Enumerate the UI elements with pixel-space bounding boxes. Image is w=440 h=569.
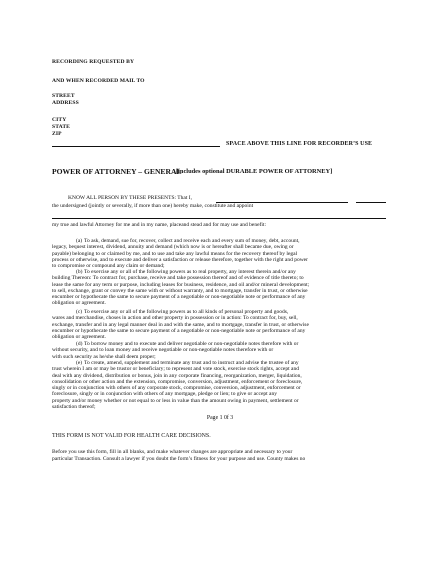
section-a-line: payable) belonging to or claimed by me, and to use and take any lawful means for the recovery thereof by legal (52, 250, 298, 257)
street-label: STREET (52, 93, 75, 99)
intro-line-1: KNOW ALL PERSON BY THESE PRESENTS: That I, (68, 195, 192, 201)
section-a-line: To ask, demand, sue for, recover, collect and receive each and every sum of money, debt, account, (84, 238, 300, 244)
health-care-notice: THIS FORM IS NOT VALID FOR HEALTH CARE DECISIONS. (52, 433, 211, 439)
document-subtitle: [includes optional DURABLE POWER OF ATTORNEY] (176, 168, 333, 175)
section-b-line: lease the same for any term or purpose, including leases for business, residence, and oil and/or mineral development; (52, 281, 310, 288)
section-e-line: To create, amend, supplement and terminate any trust and to instruct and advise the trustee of any (84, 360, 299, 366)
section-d-label: (d) (76, 341, 83, 347)
state-label: STATE (52, 124, 71, 130)
section-d (52, 341, 404, 360)
section-d-line: To borrow money and to execute and deliver negotiable or non-negotiable notes therefore with or (84, 341, 299, 347)
attorney-name-blank[interactable] (52, 218, 386, 219)
section-c-line: obligation or agreement. (52, 334, 106, 340)
section-e-line: deal with any dividend, distribution or bonus, join in any corporate financing, reorganization, merger, liquidation, (52, 372, 302, 379)
recording-requested-by: RECORDING REQUESTED BY (52, 59, 135, 65)
section-a-line: process or otherwise, and to execute and deliver a satisfaction or release therefore, together with the right and power (52, 256, 308, 263)
section-a-line: to compromise or compound any claim or demand; (52, 263, 165, 269)
recorded-mail-to: AND WHEN RECORDED MAIL TO (52, 78, 145, 84)
footer-line-2: particular Transaction. Consult a lawyer if you doubt the form’s fitness for your purpose and use. County makes no (52, 456, 306, 462)
section-e-line: foreclosure, singly or in conjunction with others of any mortgage, pledge or lien; to give or accept any (52, 391, 277, 398)
page-number: Page 1 0f 3 (206, 415, 234, 421)
section-c-line: encumber or hypothecate the same to secure payment of a negotiable or non-negotiable note or performance of any (52, 327, 306, 334)
section-b-line: To exercise any or all of the following powers as to real property, any interest therein and/or any (84, 269, 296, 275)
section-b-line: obligation or agreement. (52, 300, 106, 307)
address-label: ADDRESS (52, 100, 79, 106)
intro-line-3: my true and lawful Attorney for me and in my name, placeand stead and for may use and benefit: (52, 222, 266, 228)
section-b-line: encumber or hypothecate the same to secure payment of a negotiable or non-negotiable note or performance of any (52, 294, 306, 300)
recorder-separator-line (52, 146, 220, 147)
section-c (52, 309, 404, 340)
space-above-label: SPACE ABOVE THIS LINE FOR RECORDER’S USE (226, 141, 373, 147)
section-e-line: satisfaction thereof; (52, 403, 96, 410)
footer-line-1: Before you use this form, fill in all blanks, and make whatever changes are appropriate and necessary to your (52, 449, 293, 455)
section-a (52, 238, 404, 269)
section-c-line: wares and merchandise, choses in action and other property in possession or in action: To contract for, buy, sell, (52, 315, 298, 322)
section-c-label: (c) (76, 309, 83, 315)
section-c-line: exchange, transfer and in any legal manner deal in and with the same, and to mortgage, transfer in trust, or otherwise (52, 321, 309, 328)
section-b-line: building Thereon: To contract for, purchase, receive and take possession thereof and of evidence of title thereto; to (52, 275, 304, 282)
section-e-line: trust wherein I am or may be trustor or beneficiary; to represent and vote stock, exercise stock rights, accept and (52, 366, 299, 373)
section-e-line: property and/or money whether or not equal to or less in value than the amount owing in payment, settlement or (52, 397, 299, 404)
section-b (52, 269, 404, 307)
intro-line-2: the undersigned (jointly or severally, if more than one) hereby make, constitute and appoint (52, 203, 254, 209)
section-b-line: to sell, exchange, grant or convey the same with or without warranty, and to mortgage, transfer in trust, or otherwise (52, 287, 308, 294)
zip-label: ZIP (52, 131, 62, 137)
city-label: CITY (52, 117, 67, 123)
section-e-line: singly or in conjunction with others of any corporate stock, compromise, conversion, adjustment, enforcement or (52, 385, 301, 391)
section-b-label: (b) (76, 269, 83, 275)
section-a-line: legacy, bequest interest, dividend, annuity and demand (which now is or hereafter shall became due, owing or (52, 244, 294, 251)
section-e-label: (e) (76, 360, 83, 366)
section-e (52, 360, 404, 410)
section-c-line: To exercise any or all of the following powers as to all kinds of personal property and goods, (84, 309, 289, 315)
document-title: POWER OF ATTORNEY – GENERAL (52, 167, 182, 176)
section-e-line: consolidation or other action and the extension, compromise, conversion, adjustment, enforcement or foreclosure, (52, 378, 303, 385)
principal-name-blank-2[interactable] (356, 202, 386, 203)
section-d-line: without security, and to loan money and receive negotiable or non-negotiable notes therefore with or (52, 347, 274, 354)
section-d-line: with such security as he/she shall deem proper; (52, 353, 156, 360)
section-a-label: (a) (76, 238, 83, 244)
